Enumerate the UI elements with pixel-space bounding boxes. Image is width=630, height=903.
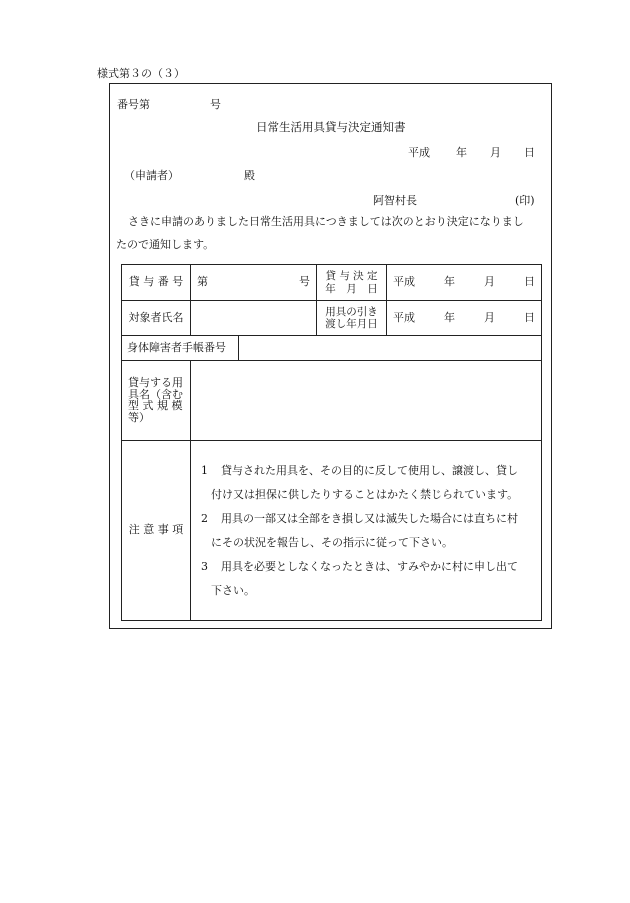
note-item: 2 用具の一部又は全部をき損し又は滅失した場合には直ちに村 にその状況を報告し、その指示に従って下さい。	[201, 512, 518, 549]
date-year: 年	[456, 146, 467, 159]
equipment-name-label: 貸与する用 具名（含む 型 式 規 模 等）	[122, 361, 191, 441]
handover-date-label: 用具の引き 渡し年月日	[317, 301, 387, 336]
loan-decision-table	[121, 264, 542, 621]
handbook-number-label: 身体障害者手帳番号	[122, 336, 239, 361]
handbook-number-value	[239, 336, 542, 361]
date-era: 平成	[408, 146, 430, 159]
note-item: 1 貸与された用具を、その目的に反して使用し、譲渡し、貸し 付け又は担保に供したりすることはかたく禁じられています。	[201, 464, 519, 501]
subject-name-label: 対象者氏名	[122, 301, 191, 336]
date-month: 月	[490, 146, 501, 159]
loan-number-label: 貸 与 番 号	[122, 265, 191, 301]
form-id: 様式第３の（３）	[97, 67, 185, 80]
table-row	[122, 336, 542, 361]
intro-text-line1: さきに申請のありました日常生活用具につきましては次のとおり決定になりまし	[128, 215, 524, 228]
subject-name-value	[191, 301, 317, 336]
intro-text-line2: たので通知します。	[116, 238, 215, 251]
notes-label: 注 意 事 項	[122, 441, 191, 621]
loan-number-cell	[191, 265, 317, 301]
notes-cell	[191, 441, 542, 621]
table-row	[122, 301, 542, 336]
decision-date-label: 貸 与 決 定 年 月 日	[317, 265, 387, 301]
issuer: 阿智村長	[373, 194, 417, 207]
seal-mark: (印)	[515, 194, 535, 207]
honorific: 殿	[244, 169, 255, 182]
number-prefix: 番号第	[117, 98, 150, 111]
table-row	[122, 265, 542, 301]
date-day: 日	[524, 146, 535, 159]
number-suffix: 号	[210, 98, 221, 111]
table-row	[122, 361, 542, 441]
loan-number-prefix: 第	[197, 275, 208, 289]
table-row	[122, 441, 542, 621]
handover-date-value: 平成 年 月 日	[387, 301, 542, 336]
document-title: 日常生活用具貸与決定通知書	[256, 120, 406, 134]
note-item: 3 用具を必要としなくなったときは、すみやかに村に申し出て 下さい。	[201, 560, 518, 597]
loan-number-suffix: 号	[299, 275, 310, 289]
decision-date-value: 平成 年 月 日	[387, 265, 542, 301]
equipment-name-value	[191, 361, 542, 441]
applicant-label: （申請者）	[124, 169, 179, 182]
